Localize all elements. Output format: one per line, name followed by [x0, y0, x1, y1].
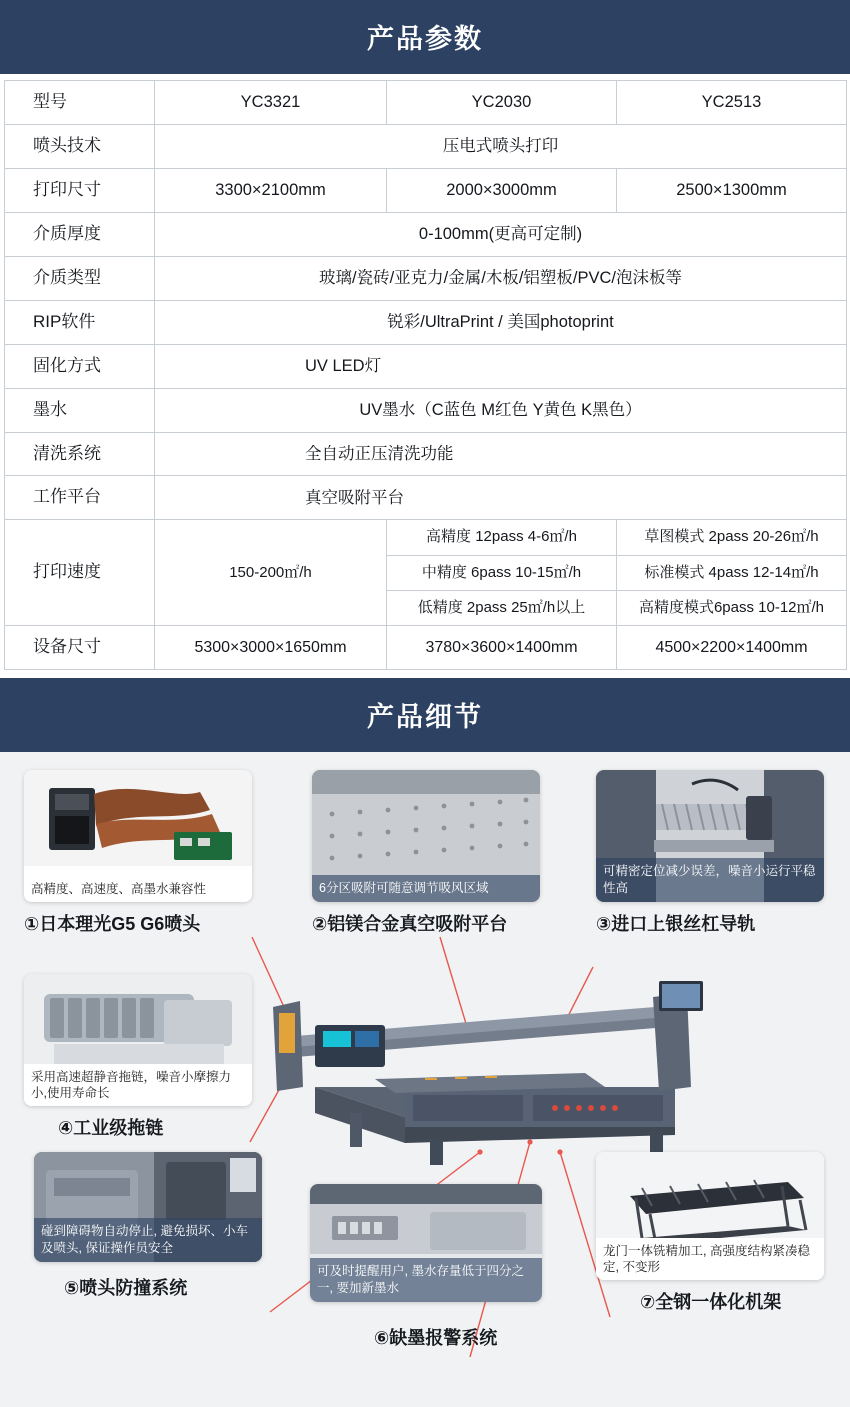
- speed-primary: 150-200㎡/h: [155, 520, 387, 626]
- speed-cell: 标准模式 4pass 12-14㎡/h: [617, 555, 847, 590]
- row-label: 设备尺寸: [5, 626, 155, 670]
- row-value: YC2030: [387, 81, 617, 125]
- detail-photo-3: [596, 770, 824, 902]
- detail-title-7: ⑦全钢一体化机架: [640, 1292, 782, 1313]
- detail-caption-1: 高精度、高速度、高墨水兼容性: [24, 876, 252, 902]
- table-row: [5, 81, 847, 125]
- spec-table-wrap: [0, 74, 850, 678]
- row-value: 2000×3000mm: [387, 168, 617, 212]
- detail-caption-2: 6分区吸附可随意调节吸风区域: [312, 875, 540, 902]
- row-value: UV LED灯: [155, 344, 847, 388]
- row-label: 喷头技术: [5, 124, 155, 168]
- row-value: 2500×1300mm: [617, 168, 847, 212]
- section-title-parameters: 产品参数: [0, 0, 850, 74]
- row-value: YC2513: [617, 81, 847, 125]
- detail-title-3: ③进口上银丝杠导轨: [596, 914, 756, 935]
- row-value: 全自动正压清洗功能: [155, 432, 847, 476]
- detail-photo-1: [24, 770, 252, 902]
- detail-caption-3: 可精密定位减少误差，噪音小运行平稳性高: [596, 858, 824, 902]
- row-value: 真空吸附平台: [155, 476, 847, 520]
- row-value: 玻璃/瓷砖/亚克力/金属/木板/铝塑板/PVC/泡沫板等: [155, 256, 847, 300]
- row-label: 清洗系统: [5, 432, 155, 476]
- row-value: 3300×2100mm: [155, 168, 387, 212]
- detail-photo-7: [596, 1152, 824, 1280]
- detail-caption-7: 龙门一体铣精加工, 高强度结构紧凑稳定, 不变形: [596, 1238, 824, 1281]
- table-row: [5, 432, 847, 476]
- speed-cell: 高精度 12pass 4-6㎡/h: [387, 520, 617, 555]
- table-row: [5, 388, 847, 432]
- row-label: RIP软件: [5, 300, 155, 344]
- detail-photo-5: [34, 1152, 262, 1262]
- detail-title-6: ⑥缺墨报警系统: [374, 1328, 498, 1349]
- detail-card-4[interactable]: [24, 974, 252, 1106]
- row-label: 工作平台: [5, 476, 155, 520]
- table-row: [5, 626, 847, 670]
- speed-cell: 低精度 2pass 25㎡/h以上: [387, 590, 617, 625]
- detail-title-4: ④工业级拖链: [58, 1118, 164, 1139]
- detail-photo-4: [24, 974, 252, 1106]
- detail-card-3[interactable]: [596, 770, 824, 902]
- row-label: 介质厚度: [5, 212, 155, 256]
- detail-photo-2: [312, 770, 540, 902]
- detail-card-5[interactable]: [34, 1152, 262, 1262]
- speed-cell: 草图模式 2pass 20-26㎡/h: [617, 520, 847, 555]
- table-row: [5, 212, 847, 256]
- detail-photo-6: [310, 1184, 542, 1302]
- detail-title-1: ①日本理光G5 G6喷头: [24, 914, 201, 935]
- detail-card-7[interactable]: [596, 1152, 824, 1280]
- row-value: 0-100mm(更高可定制): [155, 212, 847, 256]
- uv-printer-illustration: [255, 967, 720, 1167]
- table-row-print-speed: [5, 520, 847, 555]
- table-row: [5, 256, 847, 300]
- row-value: 锐彩/UltraPrint / 美国photoprint: [155, 300, 847, 344]
- row-value: 3780×3600×1400mm: [387, 626, 617, 670]
- table-row: [5, 168, 847, 212]
- spec-table: [4, 80, 847, 670]
- table-row: [5, 300, 847, 344]
- row-value: 5300×3000×1650mm: [155, 626, 387, 670]
- detail-title-2: ②铝镁合金真空吸附平台: [312, 914, 508, 935]
- row-value: 4500×2200×1400mm: [617, 626, 847, 670]
- row-label: 介质类型: [5, 256, 155, 300]
- speed-cell: 高精度模式6pass 10-12㎡/h: [617, 590, 847, 625]
- row-label: 打印尺寸: [5, 168, 155, 212]
- row-label: 打印速度: [5, 520, 155, 626]
- details-section: [0, 752, 850, 1407]
- detail-caption-4: 采用高速超静音拖链，噪音小摩擦力小,使用寿命长: [24, 1064, 252, 1107]
- row-label: 型号: [5, 81, 155, 125]
- section-title-details: 产品细节: [0, 678, 850, 752]
- row-value: 压电式喷头打印: [155, 124, 847, 168]
- detail-title-5: ⑤喷头防撞系统: [64, 1278, 188, 1299]
- detail-caption-5: 碰到障碍物自动停止, 避免损坏、小车及喷头, 保证操作员安全: [34, 1218, 262, 1262]
- table-row: [5, 124, 847, 168]
- row-value: YC3321: [155, 81, 387, 125]
- row-value: UV墨水（C蓝色 M红色 Y黄色 K黑色）: [155, 388, 847, 432]
- table-row: [5, 344, 847, 388]
- detail-caption-6: 可及时提醒用户, 墨水存量低于四分之一, 要加新墨水: [310, 1258, 542, 1302]
- row-label: 固化方式: [5, 344, 155, 388]
- detail-card-1[interactable]: [24, 770, 252, 902]
- detail-card-2[interactable]: [312, 770, 540, 902]
- row-label: 墨水: [5, 388, 155, 432]
- speed-cell: 中精度 6pass 10-15㎡/h: [387, 555, 617, 590]
- table-row: [5, 476, 847, 520]
- detail-card-6[interactable]: [310, 1184, 542, 1302]
